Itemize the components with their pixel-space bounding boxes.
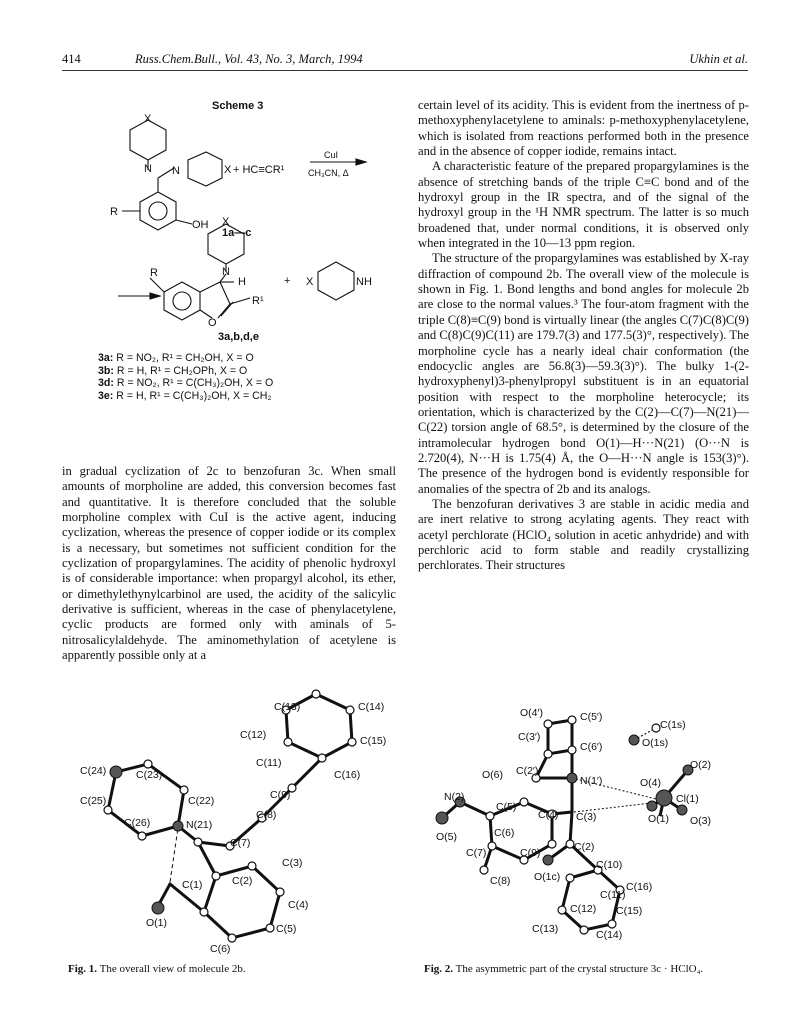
atom-label: C(3′) — [518, 731, 541, 743]
scheme-n-product: N — [222, 266, 230, 278]
atom-label: O(1) — [648, 813, 669, 825]
atom-label: C(23) — [136, 769, 163, 781]
right-paragraph-1: certain level of its acidity. This is evident from the inertness of p-methoxyphenylacetylene to aminals: p-methoxyphenylacetylene, which is isolated from reactions performed both in the presence and in the absence of copper iodide, remains intact. — [418, 98, 749, 159]
right-paragraph-3: The structure of the propargylamines was established by X-ray diffraction of compound 2b. The overall view of the molecule is shown in Fig. 1. Bond lengths and bond angles for molecule 2b are close to the normal values.³ The four-atom fragment with the triple C(8)≡C(9) bond is virtually linear (the angles C(7)C(8)C(9) and C(8)C(9)C(11) are 179.7(3) and 177.5(3)°, respectively). The morpholine cycle has a nearly ideal chair conformation (the endocyclic angles are 56.8(3)—59.3(3)°). The bulky 1-(2-hydroxyphenyl)3-phenylpropyl substituent is in an equatorial position with respect to the morpholine heterocycle; its orientation, which is characterized by the C(2)—C(7)—N(21)—C(22) torsion angle of 68.5°, is determined by the closure of the intramolecular hydrogen bond O(1)—H···N(21) (O···N is 2.720(4), N···H is 1.75(4) Å, the O—H···N angle is 153(3)°). The presence of the hydrogen bond is evidently responsible for anomalies of the spectra of 2b and its analogs. — [418, 251, 749, 496]
atom-label: C(2′) — [516, 765, 539, 777]
scheme-r-product: R — [150, 267, 158, 279]
legend-text: R = NO₂, R¹ = CH₂OH, X = O — [116, 352, 254, 364]
atom-label: O(1) — [146, 917, 167, 929]
running-authors: Ukhin et al. — [689, 52, 748, 66]
atom-label: C(4) — [538, 809, 559, 821]
scheme-x-amine: X — [306, 276, 314, 288]
right-column — [418, 98, 749, 574]
atom-label: C(16) — [626, 881, 653, 893]
page-number: 414 — [62, 52, 81, 66]
atom-label: C(15) — [616, 905, 643, 917]
legend-line — [98, 377, 398, 390]
scheme-product-label: 3a,b,d,e — [218, 331, 259, 343]
scheme-start-label: 1a—c — [222, 227, 252, 239]
atom-label: C(9) — [270, 789, 291, 801]
amine-ring — [318, 262, 354, 300]
atom-label: C(5) — [276, 923, 297, 935]
atom-label: C(2) — [574, 841, 595, 853]
atom-label: C(14) — [596, 929, 623, 941]
legend-line — [98, 365, 398, 378]
atom-label: O(4′) — [520, 707, 543, 719]
atom-label: C(6) — [210, 943, 231, 955]
legend-text: R = H, R¹ = C(CH₃)₂OH, X = CH₂ — [116, 389, 272, 402]
legend-text: R = NO₂, R¹ = C(CH₃)₂OH, X = O — [116, 377, 274, 390]
scheme-h: H — [238, 276, 246, 288]
atom-label: C(9) — [520, 847, 541, 859]
left-column — [62, 464, 396, 663]
legend-text: R = H, R¹ = CH₂OPh, X = O — [116, 364, 248, 377]
atom-label: C(24) — [80, 765, 107, 777]
right-ring — [188, 152, 222, 186]
scheme-catalyst: CuI — [324, 150, 339, 160]
atom-label: C(12) — [240, 729, 267, 741]
atom-label: N(21) — [186, 819, 213, 831]
scheme-title: Scheme 3 — [212, 100, 264, 112]
atom-label: O(2) — [690, 759, 711, 771]
figure-1-caption — [68, 963, 246, 975]
top-ring — [130, 120, 166, 160]
atom-label: C(10) — [596, 859, 623, 871]
legend-id: 3b: — [98, 364, 114, 377]
atom-label: C(7) — [466, 847, 487, 859]
atom-label: C(15) — [360, 735, 387, 747]
scheme-x-top: X — [144, 113, 152, 125]
journal-citation: Russ.Chem.Bull., Vol. 43, No. 3, March, 1994 — [135, 52, 363, 66]
atom-label: N(2) — [444, 791, 465, 803]
scheme-o: O — [208, 317, 217, 329]
atom-label: C(5) — [496, 801, 517, 813]
atom-label: C(3) — [282, 857, 303, 869]
legend-id: 3e: — [98, 389, 114, 402]
figure-2-label: Fig. 2. — [424, 963, 454, 975]
atom-label: C(7) — [230, 837, 251, 849]
atom-label: C(1) — [182, 879, 203, 891]
right-paragraph-2: A characteristic feature of the prepared propargylamines is the absence of stretching bands of the triple C≡C bond and of the hydroxyl group in the IR spectra, and of the signal of the hydroxyl group in the ¹H NMR spectrum. The latter is so much broadened that, under normal conditions, it is observed only when integrated in the 10—13 ppm region. — [418, 159, 749, 251]
atom-label: C(22) — [188, 795, 215, 807]
scheme-3-graphic — [70, 112, 420, 344]
scheme-r1: R¹ — [252, 295, 264, 307]
figure-1-label: Fig. 1. — [68, 963, 98, 975]
scheme-conditions: CH₃CN, Δ — [308, 168, 349, 178]
atom-label: C(13) — [532, 923, 559, 935]
atom-label: C(3) — [576, 811, 597, 823]
legend-id: 3a: — [98, 352, 114, 364]
header-rule — [62, 70, 748, 71]
atom-label: O(4) — [640, 777, 661, 789]
figure-1-text: The overall view of molecule 2b. — [99, 963, 246, 975]
atom-label: C(2) — [232, 875, 253, 887]
scheme-x-product: X — [222, 216, 230, 228]
atom-label: C(12) — [570, 903, 597, 915]
atom-label: C(4) — [288, 899, 309, 911]
atom-label: O(3) — [690, 815, 711, 827]
atom-label: N(1′) — [580, 775, 603, 787]
atom-label: C(13) — [274, 701, 301, 713]
atom-label: C(6) — [494, 827, 515, 839]
scheme-n-top: N — [144, 163, 152, 175]
atom-label: Cl(1) — [676, 793, 699, 805]
atom-label: O(6) — [482, 769, 503, 781]
atom-label: C(8) — [490, 875, 511, 887]
atom-label: C(14) — [358, 701, 385, 713]
atom-label: C(6′) — [580, 741, 603, 753]
scheme-n-right: N — [172, 165, 180, 177]
atom-label: C(16) — [334, 769, 361, 781]
scheme-oh: OH — [192, 219, 209, 231]
scheme-reagent: + HC≡CR¹ — [233, 164, 285, 176]
benzo-ring — [164, 282, 200, 320]
atom-label: C(1s) — [660, 719, 686, 731]
phenol-ring — [140, 192, 176, 230]
scheme-legend — [98, 352, 398, 402]
figure-2-text: The asymmetric part of the crystal structure 3c · HClO₄. — [455, 963, 704, 975]
legend-id: 3d: — [98, 377, 114, 390]
scheme-r-left: R — [110, 206, 118, 218]
legend-line — [98, 390, 398, 403]
figure-2-structure — [420, 694, 750, 956]
atom-label: C(26) — [124, 817, 151, 829]
right-paragraph-4: The benzofuran derivatives 3 are stable in acidic media and are inert relative to strong acylating agents. They react with acetyl perchlorate (HClO₄ solution in acetic anhydride) and with perchloric acid to form stable and readily crystallizing perchlorates. Their structures — [418, 496, 749, 573]
atom-label: C(8) — [256, 809, 277, 821]
figure-2-caption — [424, 963, 703, 975]
scheme-plus: + — [284, 275, 291, 287]
atom-label: C(5′) — [580, 711, 603, 723]
atom-label: C(25) — [80, 795, 107, 807]
scheme-nh: NH — [356, 276, 372, 288]
atom-label: O(1c) — [534, 871, 561, 883]
atom-label: O(5) — [436, 831, 457, 843]
scheme-x-right: X — [224, 164, 232, 176]
legend-line — [98, 352, 398, 365]
left-paragraph: in gradual cyclization of 2c to benzofuran 3c. When small amounts of morpholine are added, this conversion becomes fast and quantitative. It is therefore concluded that the soluble morpholine complex with CuI is the active agent, inducing cyclization, whereas the presence of copper iodide or its complex is a necessary, but sometimes not sufficient condition for the cyclization of propargylamines. The acidity of phenolic hydroxyl is of considerable importance: when propargyl alcohol, its ether, or dimethylethynylcarbinol are used, the acidity of the salicylic derivative is sufficient, whereas in the case of phenylacetylene, cyclic products are formed only with aminals of 5-nitrosalicylaldehyde. The aminomethylation of acetylene is apparently possible only at a — [62, 464, 396, 663]
atom-label: O(1s) — [642, 737, 669, 749]
atom-label: C(11) — [600, 889, 626, 901]
atom-label: C(11) — [256, 757, 282, 769]
figure-1-structure — [66, 676, 406, 958]
